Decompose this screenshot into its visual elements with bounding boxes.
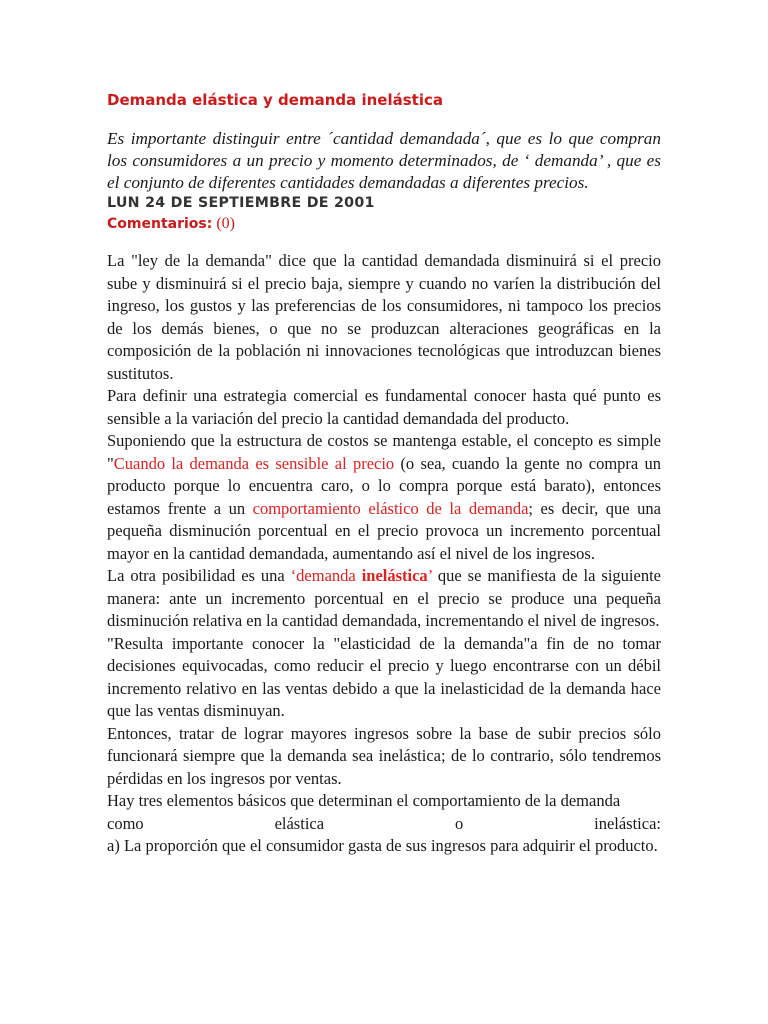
highlight-sensible-precio: Cuando la demanda es sensible al precio: [113, 453, 395, 473]
paragraph-ley-demanda: La "ley de la demanda" dice que la cantidad demandada disminuirá si el precio sube y disminuirá si el precio baja, siempre y cuando no varíen la distribución del ingreso, los gustos y las preferencias de los consumidores, ni tampoco los precios de los demás bienes, o que no se produzcan alteraciones geográficas en la composición de la población ni innovaciones tecnológicas que introduzcan bienes sustitutos.: [107, 251, 661, 383]
paragraph-text: (o sea, cuando la gente no compra un producto porque lo encuentra caro, o lo compra porque está barato), entonces estamos frente a un: [107, 453, 661, 518]
post-date: LUN 24 DE SEPTIEMBRE DE 2001: [107, 195, 375, 211]
word-como: como: [107, 813, 144, 833]
article-intro: Es importante distinguir entre ´cantidad demandada´, que es lo que compran los consumidores a un precio y momento determinados, de ‘ demanda’ , que es el conjunto de diferentes cantidades demandadas a diferentes precios.: [107, 129, 661, 192]
highlight-quote-close: ’: [427, 566, 432, 585]
word-o: o: [454, 813, 464, 833]
paragraph-estrategia: Para definir una estrategia comercial es fundamental conocer hasta qué punto es sensible a la variación del precio la cantidad demandada del producto.: [107, 386, 661, 428]
article-body: [107, 250, 661, 858]
paragraph-line: Hay tres elementos básicos que determinan el comportamiento de la demanda: [107, 791, 621, 810]
comments-count-link[interactable]: (0): [216, 215, 235, 232]
document-page: [107, 89, 661, 858]
highlight-inelastica: inelástica: [361, 566, 428, 585]
paragraph-spread-line: [107, 813, 661, 836]
paragraph-tres-elementos: [107, 790, 661, 835]
word-inelastica: inelástica:: [594, 813, 661, 833]
paragraph-ingresos: Entonces, tratar de lograr mayores ingresos sobre la base de subir precios sólo funcionará siempre que la demanda sea inelástica; de lo contrario, sólo tendremos pérdidas en los ingresos por ventas.: [107, 723, 661, 788]
word-elastica: elástica: [274, 813, 325, 833]
paragraph-text: que se manifiesta de la siguiente manera: ante un incremento porcentual en el precio se produce una pequeña disminución relativa en la cantidad demandada, incrementando el nivel de ingresos.: [107, 566, 661, 630]
list-item-a: a) La proporción que el consumidor gasta de sus ingresos para adquirir el producto.: [107, 836, 658, 855]
paragraph-elastica: [107, 430, 661, 565]
article-title: Demanda elástica y demanda inelástica: [107, 91, 443, 109]
comments-line: [107, 213, 661, 235]
highlight-comportamiento-elastico: comportamiento elástico de la demanda: [252, 498, 529, 518]
comments-label: Comentarios:: [107, 216, 213, 232]
paragraph-text: La otra posibilidad es una: [107, 566, 291, 585]
paragraph-text: Suponiendo que la estructura de costos se mantenga estable, el concepto es simple ": [107, 431, 661, 473]
paragraph-text: ; es decir, que una pequeña disminución porcentual en el precio provoca un incremento porcentual mayor en la cantidad demandada, aumentando así el nivel de los ingresos.: [107, 498, 661, 563]
paragraph-elasticidad: "Resulta importante conocer la "elasticidad de la demanda"a fin de no tomar decisiones equivocadas, como reducir el precio y luego encontrarse con un débil incremento relativo en las ventas debido a que la inelasticidad de la demanda hace que las ventas disminuyan.: [107, 633, 661, 720]
paragraph-inelastica: [107, 565, 661, 633]
highlight-demanda: ‘demanda: [290, 566, 362, 585]
